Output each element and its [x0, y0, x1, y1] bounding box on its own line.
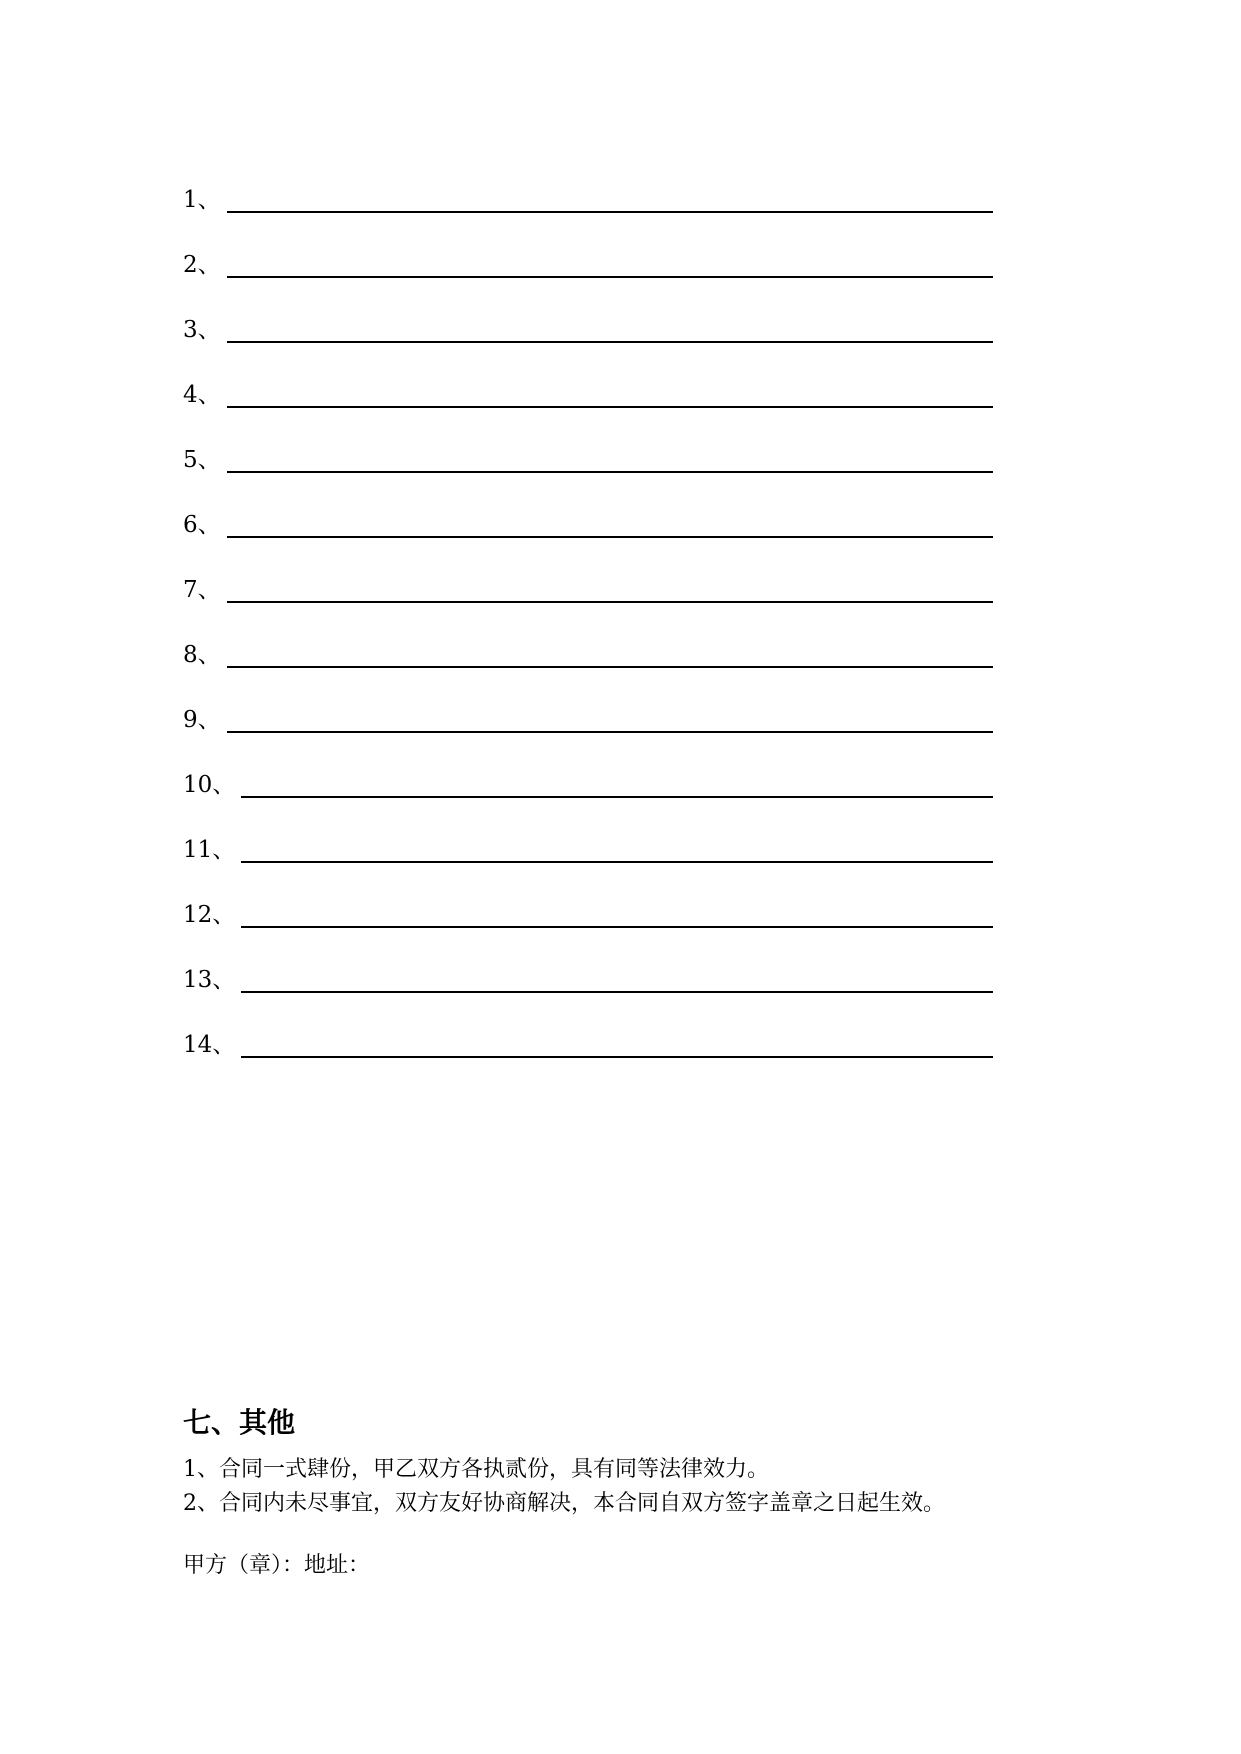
blank-line	[241, 835, 993, 863]
blank-line	[241, 965, 993, 993]
blank-row	[183, 410, 993, 475]
blank-row	[183, 345, 993, 410]
clause-copies: 1、合同一式肆份，甲乙双方各执贰份，具有同等法律效力。	[183, 1457, 769, 1482]
blank-line	[227, 315, 993, 343]
party-a-signature-line: 甲方（章）：地址：	[183, 1553, 371, 1578]
blank-line	[227, 705, 993, 733]
blank-line	[241, 1030, 993, 1058]
blank-line	[227, 445, 993, 473]
blank-line	[227, 185, 993, 213]
blank-row	[183, 280, 993, 345]
blank-line	[227, 380, 993, 408]
blank-row-number: 10、	[183, 772, 236, 798]
blank-row	[183, 540, 993, 605]
blank-row-number: 8、	[183, 642, 221, 668]
blank-row-number: 2、	[183, 252, 221, 278]
blank-line	[227, 510, 993, 538]
blank-row	[183, 670, 993, 735]
blank-row	[183, 735, 993, 800]
other-terms-section	[183, 1405, 1083, 1583]
blank-row	[183, 995, 993, 1060]
blank-line	[241, 770, 993, 798]
blank-row-number: 11、	[183, 837, 236, 863]
blank-row-number: 6、	[183, 512, 221, 538]
blank-row	[183, 800, 993, 865]
blank-row-number: 5、	[183, 447, 221, 473]
blank-line	[227, 575, 993, 603]
blank-row	[183, 930, 993, 995]
blank-row-number: 9、	[183, 707, 221, 733]
blank-row-number: 12、	[183, 902, 236, 928]
blank-row	[183, 150, 993, 215]
blank-row	[183, 605, 993, 670]
blank-fill-list	[183, 150, 993, 1060]
blank-row	[183, 475, 993, 540]
blank-row-number: 3、	[183, 317, 221, 343]
blank-row-number: 1、	[183, 187, 221, 213]
clause-effective: 2、合同内未尽事宜，双方友好协商解决，本合同自双方签字盖章之日起生效。	[183, 1491, 945, 1516]
blank-row-number: 14、	[183, 1032, 236, 1058]
blank-row-number: 7、	[183, 577, 221, 603]
blank-line	[227, 640, 993, 668]
blank-row	[183, 865, 993, 930]
blank-line	[227, 250, 993, 278]
blank-row	[183, 215, 993, 280]
blank-row-number: 13、	[183, 967, 236, 993]
blank-row-number: 4、	[183, 382, 221, 408]
blank-line	[241, 900, 993, 928]
section-title: 七、其他	[183, 1406, 296, 1439]
